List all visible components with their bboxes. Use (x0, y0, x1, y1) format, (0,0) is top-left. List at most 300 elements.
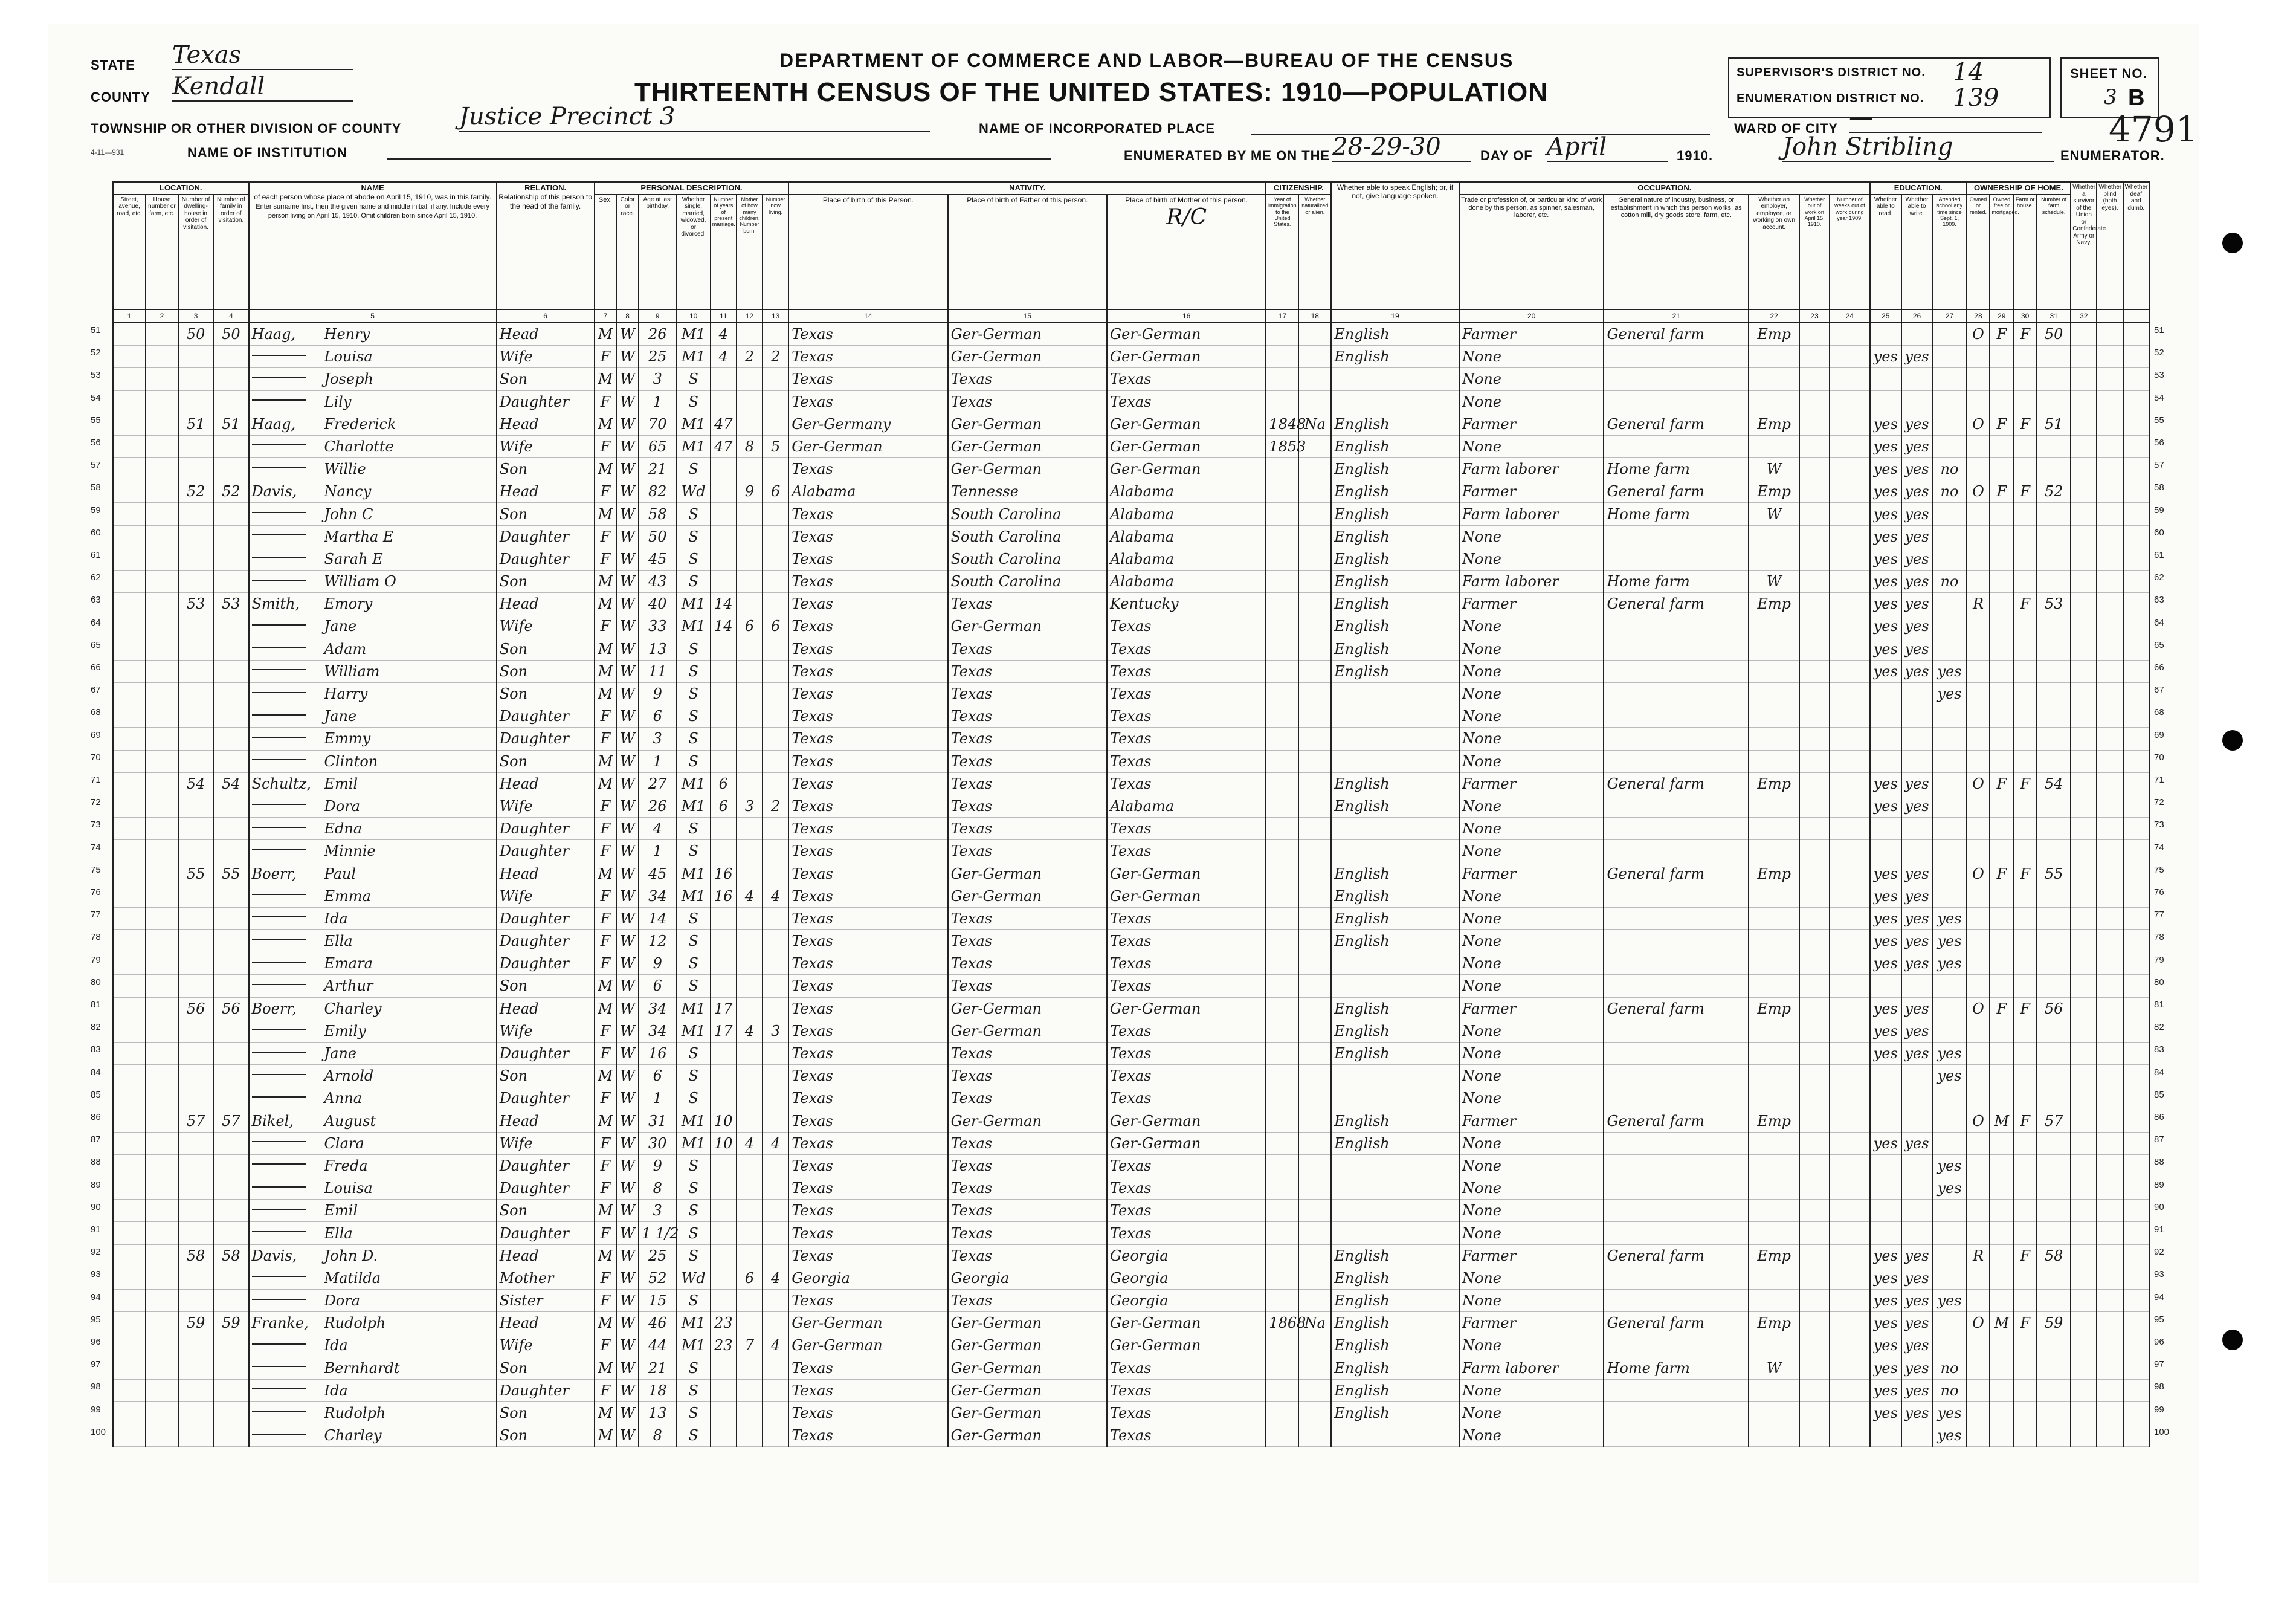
children-living-cell (763, 660, 788, 682)
free-mortgaged-cell (1990, 1244, 2013, 1267)
age-cell: 16 (639, 1042, 677, 1064)
owned-rented-cell (1967, 930, 1990, 952)
read-cell: yes (1870, 1401, 1901, 1424)
language-header: Whether able to speak English; or, if not, give language spoken. (1331, 182, 1459, 309)
trade-cell: Farmer (1459, 1312, 1604, 1334)
mother-birthplace-cell: Alabama (1107, 795, 1266, 817)
write-cell: yes (1901, 480, 1933, 503)
ditto-dash (252, 1141, 306, 1142)
owned-rented-cell (1967, 750, 1990, 772)
sheet-number: 3 (2104, 85, 2117, 109)
relation-cell: Daughter (497, 728, 595, 750)
owned-rented-cell (1967, 907, 1990, 929)
blank-cell (1830, 571, 1870, 593)
father-birthplace-cell: Ger-German (948, 1401, 1107, 1424)
birthplace-cell: Texas (788, 660, 947, 682)
trade-cell: None (1459, 1424, 1604, 1447)
free-mortgaged-cell (1990, 458, 2013, 480)
blank-cell (2071, 862, 2097, 885)
blank-cell (2071, 1110, 2097, 1132)
school-cell: yes (1932, 682, 1966, 705)
employer-cell (1749, 1087, 1799, 1110)
blank-cell (146, 390, 178, 413)
given-name: Martha E (324, 528, 394, 545)
employer-cell (1749, 682, 1799, 705)
race-cell: W (616, 885, 639, 907)
dwelling-number (178, 368, 213, 390)
blank-cell (2071, 1200, 2097, 1222)
enumerated-days: 28-29-30 (1332, 133, 1471, 162)
immigration-year-cell (1266, 1177, 1298, 1200)
read-cell: yes (1870, 1267, 1901, 1289)
ditto-dash (252, 1186, 306, 1188)
age-cell: 26 (639, 323, 677, 346)
blank-cell (113, 750, 146, 772)
farm-schedule-cell (2037, 346, 2071, 368)
naturalized-cell (1298, 885, 1331, 907)
blank-cell (2097, 930, 2123, 952)
trade-cell: None (1459, 435, 1604, 457)
read-cell: yes (1870, 885, 1901, 907)
given-name: Rudolph (324, 1314, 386, 1332)
blank-cell (113, 1132, 146, 1154)
children-living-cell (763, 728, 788, 750)
children-born-cell (737, 1290, 763, 1312)
line-number: 80 (2154, 977, 2164, 988)
blank-cell (146, 772, 178, 795)
write-cell: yes (1901, 1334, 1933, 1357)
school-cell: yes (1932, 907, 1966, 929)
blank-cell (2071, 975, 2097, 997)
ditto-dash (252, 804, 306, 805)
relation-cell: Daughter (497, 840, 595, 862)
sex-cell: F (595, 1177, 617, 1200)
blank-cell (146, 525, 178, 548)
age-cell: 45 (639, 548, 677, 570)
dwelling-number: 52 (178, 480, 213, 503)
blank-cell (1799, 907, 1830, 929)
industry-cell (1604, 1222, 1749, 1244)
birthplace-cell: Texas (788, 368, 947, 390)
write-cell: yes (1901, 930, 1933, 952)
given-name: Louisa (324, 348, 373, 366)
given-name: Emil (324, 1202, 358, 1220)
marital-cell: S (677, 705, 711, 728)
name-cell (249, 772, 497, 795)
blank-cell (146, 952, 178, 975)
blank-cell (146, 615, 178, 638)
race-cell: W (616, 862, 639, 885)
blank-cell (113, 1334, 146, 1357)
blank-cell (2097, 705, 2123, 728)
blank-cell (2071, 458, 2097, 480)
birthplace-cell: Texas (788, 1424, 947, 1447)
line-number: 55 (2154, 415, 2164, 425)
free-mortgaged-cell (1990, 975, 2013, 997)
blank-cell (2123, 682, 2149, 705)
marriage-years-cell: 6 (711, 772, 737, 795)
surname: Boerr, (251, 865, 297, 882)
employer-cell (1749, 728, 1799, 750)
write-cell (1901, 368, 1933, 390)
given-name: Emmy (324, 730, 371, 748)
blank-cell (1830, 818, 1870, 840)
name-cell (249, 1042, 497, 1064)
race-cell: W (616, 1401, 639, 1424)
mother-birthplace-cell: Ger-German (1107, 997, 1266, 1020)
age-cell: 13 (639, 1401, 677, 1424)
blank-cell (2123, 885, 2149, 907)
mother-birthplace-cell: Texas (1107, 1042, 1266, 1064)
mother-birthplace-header-text: Place of birth of Mother of this person. (1125, 195, 1248, 204)
language-cell: English (1331, 413, 1459, 435)
industry-cell (1604, 1042, 1749, 1064)
children-born-cell (737, 413, 763, 435)
age-cell: 44 (639, 1334, 677, 1357)
farm-house-cell (2013, 548, 2037, 570)
father-birthplace-cell: South Carolina (948, 503, 1107, 525)
owned-rented-cell (1967, 368, 1990, 390)
column-number: 3 (178, 309, 213, 323)
immigration-year-cell (1266, 615, 1298, 638)
mother-birthplace-cell: Texas (1107, 1379, 1266, 1401)
sex-header: Sex. (595, 195, 617, 309)
naturalized-cell (1298, 1110, 1331, 1132)
employer-cell (1749, 705, 1799, 728)
read-cell: yes (1870, 525, 1901, 548)
dwelling-number-header: Number of dwelling-house in order of visitation. (178, 195, 213, 309)
blank-cell (1799, 1290, 1830, 1312)
line-number: 51 (91, 325, 101, 335)
family-number (213, 1065, 248, 1087)
blank-cell (146, 1379, 178, 1401)
column-number: 11 (711, 309, 737, 323)
birthplace-cell: Ger-Germany (788, 413, 947, 435)
family-number (213, 907, 248, 929)
blank-cell (2097, 1222, 2123, 1244)
marriage-years-cell (711, 638, 737, 660)
children-living-cell (763, 975, 788, 997)
employer-cell (1749, 885, 1799, 907)
blank-cell (2071, 593, 2097, 615)
marital-cell: M1 (677, 1110, 711, 1132)
name-cell (249, 571, 497, 593)
sex-cell: M (595, 1200, 617, 1222)
sex-cell: F (595, 615, 617, 638)
relation-cell: Head (497, 862, 595, 885)
table-row (113, 1290, 2149, 1312)
children-living-cell: 6 (763, 480, 788, 503)
line-number: 57 (2154, 460, 2164, 471)
children-living-cell (763, 772, 788, 795)
sex-cell: M (595, 660, 617, 682)
owned-rented-cell (1967, 1424, 1990, 1447)
blank-cell (1830, 413, 1870, 435)
blank-cell (146, 728, 178, 750)
blank-cell (1799, 997, 1830, 1020)
name-cell (249, 458, 497, 480)
trade-cell: None (1459, 638, 1604, 660)
blank-cell (1830, 1312, 1870, 1334)
marital-cell: M1 (677, 346, 711, 368)
sex-cell: F (595, 885, 617, 907)
free-mortgaged-cell (1990, 840, 2013, 862)
free-mortgaged-cell: F (1990, 997, 2013, 1020)
race-cell: W (616, 1020, 639, 1042)
age-cell: 15 (639, 1290, 677, 1312)
marriage-years-cell (711, 840, 737, 862)
naturalized-cell (1298, 1154, 1331, 1177)
name-cell (249, 1334, 497, 1357)
blank-cell (2097, 1110, 2123, 1132)
line-number: 85 (91, 1089, 101, 1100)
read-cell: yes (1870, 660, 1901, 682)
blank-cell (1799, 1177, 1830, 1200)
language-cell: English (1331, 435, 1459, 457)
farm-house-cell (2013, 368, 2037, 390)
birthplace-cell: Texas (788, 705, 947, 728)
read-cell: yes (1870, 1132, 1901, 1154)
owned-rented-cell: O (1967, 480, 1990, 503)
blank-cell (146, 1042, 178, 1064)
school-cell (1932, 638, 1966, 660)
farm-house-cell: F (2013, 323, 2037, 346)
race-cell: W (616, 615, 639, 638)
column-number: 24 (1830, 309, 1870, 323)
owned-rented-cell: O (1967, 323, 1990, 346)
blank-cell (2123, 862, 2149, 885)
language-cell (1331, 705, 1459, 728)
given-name: Paul (324, 865, 356, 882)
table-row (113, 795, 2149, 817)
race-cell: W (616, 1222, 639, 1244)
blank-cell (1799, 458, 1830, 480)
children-born-cell (737, 1312, 763, 1334)
relation-cell: Daughter (497, 1042, 595, 1064)
ownership-header: OWNERSHIP OF HOME. (1967, 182, 2071, 195)
race-cell: W (616, 1154, 639, 1177)
enum-district-value: 139 (1953, 84, 1999, 112)
school-cell (1932, 1200, 1966, 1222)
children-born-cell (737, 930, 763, 952)
table-row (113, 1154, 2149, 1177)
race-cell: W (616, 1290, 639, 1312)
school-cell: yes (1932, 1065, 1966, 1087)
blank-cell (2123, 660, 2149, 682)
language-cell (1331, 1200, 1459, 1222)
father-birthplace-cell: Texas (948, 795, 1107, 817)
father-birthplace-cell: Texas (948, 930, 1107, 952)
birthplace-cell: Texas (788, 818, 947, 840)
name-cell (249, 1132, 497, 1154)
farm-schedule-cell (2037, 705, 2071, 728)
owned-rented-cell (1967, 458, 1990, 480)
blank-cell (113, 346, 146, 368)
language-cell: English (1331, 480, 1459, 503)
blank-cell (2071, 615, 2097, 638)
language-cell (1331, 975, 1459, 997)
relation-cell: Head (497, 1244, 595, 1267)
house-number-header: House number or farm, etc. (146, 195, 178, 309)
farm-house-cell (2013, 615, 2037, 638)
age-cell: 46 (639, 1312, 677, 1334)
farm-schedule-cell (2037, 1379, 2071, 1401)
sheet-letter: B (2128, 85, 2145, 111)
line-number: 61 (2154, 550, 2164, 560)
free-mortgaged-cell (1990, 571, 2013, 593)
trade-cell: None (1459, 885, 1604, 907)
blank-cell (2123, 458, 2149, 480)
children-born-cell (737, 660, 763, 682)
owned-rented-cell (1967, 1087, 1990, 1110)
blank-cell (2097, 818, 2123, 840)
birthplace-cell: Texas (788, 682, 947, 705)
ditto-dash (252, 1299, 306, 1300)
write-cell: yes (1901, 503, 1933, 525)
trade-cell: Farmer (1459, 1110, 1604, 1132)
children-living-cell (763, 1401, 788, 1424)
name-cell (249, 503, 497, 525)
ditto-dash (252, 1163, 306, 1165)
dwelling-number (178, 615, 213, 638)
write-cell: yes (1901, 1401, 1933, 1424)
read-cell: yes (1870, 1244, 1901, 1267)
relation-cell: Sister (497, 1290, 595, 1312)
farm-schedule-cell (2037, 818, 2071, 840)
table-row (113, 1334, 2149, 1357)
column-number: 17 (1266, 309, 1298, 323)
blank-cell (2071, 1065, 2097, 1087)
farm-schedule-cell (2037, 1132, 2071, 1154)
blank-cell (2071, 1334, 2097, 1357)
line-number: 67 (91, 685, 101, 696)
birthplace-cell: Texas (788, 1244, 947, 1267)
blank-cell (2097, 660, 2123, 682)
family-number (213, 525, 248, 548)
line-number: 69 (91, 729, 101, 740)
marriage-years-cell (711, 525, 737, 548)
line-number: 69 (2154, 729, 2164, 740)
given-name: William (324, 662, 380, 680)
marital-cell: S (677, 728, 711, 750)
owned-rented-cell (1967, 975, 1990, 997)
line-number: 71 (91, 775, 101, 785)
write-cell: yes (1901, 1020, 1933, 1042)
relation-cell: Wife (497, 795, 595, 817)
free-mortgaged-header: Owned free or mortgaged. (1990, 195, 2013, 309)
free-mortgaged-cell (1990, 503, 2013, 525)
age-header: Age at last birthday. (639, 195, 677, 309)
given-name: Ella (324, 933, 353, 950)
farm-schedule-cell (2037, 1424, 2071, 1447)
immigration-year-cell (1266, 1401, 1298, 1424)
industry-cell (1604, 1334, 1749, 1357)
read-cell: yes (1870, 1379, 1901, 1401)
dwelling-number: 56 (178, 997, 213, 1020)
given-name: Frederick (324, 415, 396, 433)
line-number: 84 (2154, 1067, 2164, 1078)
race-cell: W (616, 458, 639, 480)
write-cell: yes (1901, 638, 1933, 660)
family-number: 57 (213, 1110, 248, 1132)
write-cell: yes (1901, 1357, 1933, 1379)
farm-house-cell (2013, 907, 2037, 929)
family-number (213, 548, 248, 570)
children-born-cell (737, 750, 763, 772)
blank-cell (1799, 772, 1830, 795)
blank-cell (1830, 750, 1870, 772)
birthplace-cell: Texas (788, 571, 947, 593)
industry-cell (1604, 548, 1749, 570)
naturalized-cell (1298, 840, 1331, 862)
given-name: Freda (324, 1157, 368, 1174)
age-cell: 70 (639, 413, 677, 435)
blank-cell (1830, 885, 1870, 907)
trade-cell: None (1459, 750, 1604, 772)
dwelling-number: 54 (178, 772, 213, 795)
school-header: Attended school any time since Sept. 1, 1909. (1932, 195, 1966, 309)
surname: Smith, (251, 595, 300, 613)
father-birthplace-cell: Ger-German (948, 997, 1107, 1020)
given-name: John D. (324, 1247, 378, 1264)
owned-rented-cell (1967, 1177, 1990, 1200)
blank-cell (113, 907, 146, 929)
children-born-cell (737, 525, 763, 548)
school-cell (1932, 1267, 1966, 1289)
ditto-dash (252, 984, 306, 985)
blank-cell (1830, 952, 1870, 975)
sex-cell: M (595, 1424, 617, 1447)
race-cell: W (616, 1334, 639, 1357)
line-number: 73 (2154, 820, 2164, 830)
blank-cell (1799, 930, 1830, 952)
school-cell (1932, 593, 1966, 615)
blank-cell (113, 1200, 146, 1222)
write-cell: yes (1901, 458, 1933, 480)
family-number (213, 750, 248, 772)
marriage-years-cell (711, 1267, 737, 1289)
trade-cell: Farmer (1459, 1244, 1604, 1267)
given-name: Emory (324, 595, 373, 613)
surname: Boerr, (251, 1000, 297, 1017)
marital-cell: S (677, 1401, 711, 1424)
naturalized-cell (1298, 1222, 1331, 1244)
dwelling-number (178, 638, 213, 660)
given-name: Charley (324, 1427, 382, 1444)
family-number (213, 1334, 248, 1357)
blank-cell (113, 1290, 146, 1312)
blank-cell (113, 1312, 146, 1334)
sex-cell: F (595, 795, 617, 817)
immigration-year-cell (1266, 997, 1298, 1020)
blank-cell (2097, 593, 2123, 615)
age-cell: 13 (639, 638, 677, 660)
ditto-dash (252, 1052, 306, 1053)
blank-cell (2071, 795, 2097, 817)
age-cell: 1 (639, 840, 677, 862)
farm-schedule-cell (2037, 907, 2071, 929)
farm-schedule-cell (2037, 728, 2071, 750)
age-cell: 3 (639, 728, 677, 750)
farm-schedule-cell: 56 (2037, 997, 2071, 1020)
blank-cell (2097, 615, 2123, 638)
blank-cell (2071, 413, 2097, 435)
surname: Haag, (251, 415, 296, 433)
ditto-dash (252, 534, 306, 535)
sex-cell: F (595, 1154, 617, 1177)
children-living-cell (763, 907, 788, 929)
family-number-header: Number of family in order of visitation. (213, 195, 248, 309)
